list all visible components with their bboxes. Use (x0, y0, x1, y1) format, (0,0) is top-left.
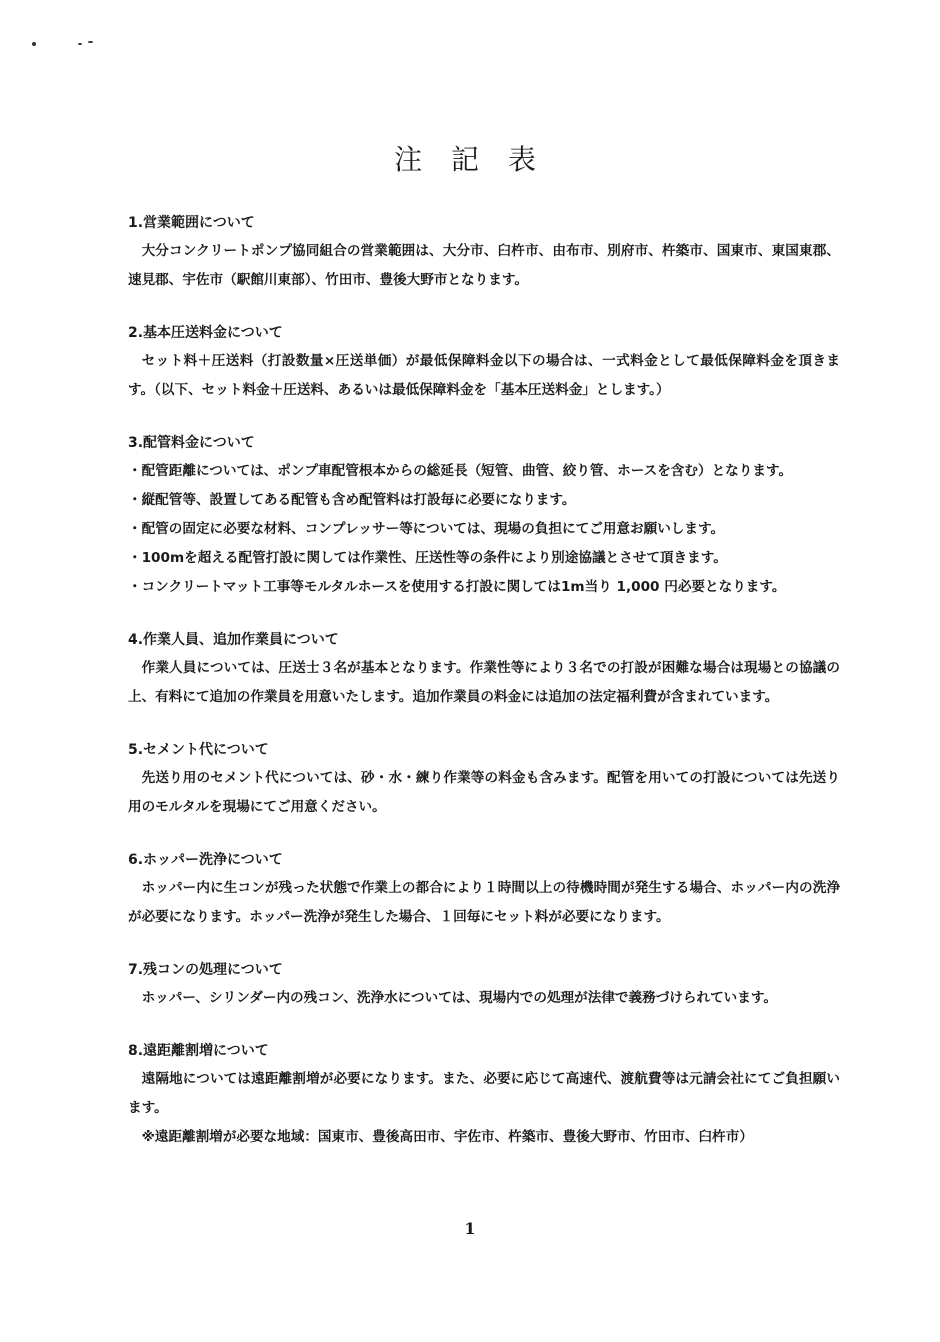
section-heading: 1.営業範囲について (128, 215, 255, 231)
scan-speck (88, 41, 93, 43)
section-paragraph: 先送り用のセメント代については、砂・水・練り作業等の料金も含みます。配管を用いての打設については先送り用のモルタルを現場にてご用意ください。 (128, 770, 840, 815)
section-heading: 3.配管料金について (128, 435, 255, 451)
document-body (128, 213, 840, 1152)
section-paragraph: セット料＋圧送料（打設数量×圧送単価）が最低保障料金以下の場合は、一式料金として最低保障料金を頂きます。（以下、セット料金＋圧送料、あるいは最低保障料金を「基本圧送料金」とします。） (128, 353, 840, 398)
section-basic-pumping-fee (128, 323, 840, 405)
section-heading: 4.作業人員、追加作業員について (128, 632, 339, 648)
section-note: ※遠距離割増が必要な地域：国東市、豊後高田市、宇佐市、杵築市、豊後大野市、竹田市、臼杵市） (141, 1129, 753, 1145)
section-heading: 7.残コンの処理について (128, 962, 283, 978)
page-number: 1 (464, 1219, 476, 1238)
section-paragraph: 遠隔地については遠距離割増が必要になります。また、必要に応じて高速代、渡航費等は元請会社にてご負担願います。 (128, 1071, 840, 1116)
section-workers (128, 630, 840, 712)
section-long-distance (128, 1041, 840, 1152)
section-heading: 8.遠距離割増について (128, 1043, 269, 1059)
bullet-item: ・配管距離については、ポンプ車配管根本からの総延長（短管、曲管、絞り管、ホースを含む）となります。 (128, 463, 793, 479)
section-heading: 6.ホッパー洗浄について (128, 852, 283, 868)
bullet-item: ・縦配管等、設置してある配管も含め配管料は打設毎に必要になります。 (128, 492, 576, 508)
bullet-item: ・コンクリートマット工事等モルタルホースを使用する打設に関しては1m当り 1,000 円必要となります。 (128, 579, 786, 595)
bullet-item: ・配管の固定に必要な材料、コンプレッサー等については、現場の負担にてご用意お願いします。 (128, 521, 725, 537)
section-paragraph: ホッパー、シリンダー内の残コン、洗浄水については、現場内での処理が法律で義務づけられています。 (141, 990, 777, 1006)
bullet-item: ・100mを超える配管打設に関しては作業性、圧送性等の条件により別途協議とさせて頂きます。 (128, 550, 727, 566)
section-hopper-cleaning (128, 850, 840, 932)
section-business-area (128, 213, 840, 295)
section-paragraph: 大分コンクリートポンプ協同組合の営業範囲は、大分市、臼杵市、由布市、別府市、杵築市、国東市、東国東郡、速見郡、宇佐市（駅館川東部）、竹田市、豊後大野市となります。 (128, 243, 840, 288)
section-residual-concrete (128, 960, 840, 1013)
section-piping-fee (128, 433, 840, 602)
section-paragraph: 作業人員については、圧送士３名が基本となります。作業性等により３名での打設が困難な場合は現場との協議の上、有料にて追加の作業員を用意いたします。追加作業員の料金には追加の法定福利費が含まれています。 (128, 660, 840, 705)
section-heading: 2.基本圧送料金について (128, 325, 283, 341)
document-title: 注 記 表 (394, 143, 546, 176)
scan-speck (78, 43, 82, 45)
scan-speck (32, 42, 36, 46)
section-paragraph: ホッパー内に生コンが残った状態で作業上の都合により１時間以上の待機時間が発生する場合、ホッパー内の洗浄が必要になります。ホッパー洗浄が発生した場合、１回毎にセット料が必要になります。 (128, 880, 840, 925)
section-cement-fee (128, 740, 840, 822)
section-heading: 5.セメント代について (128, 742, 269, 758)
